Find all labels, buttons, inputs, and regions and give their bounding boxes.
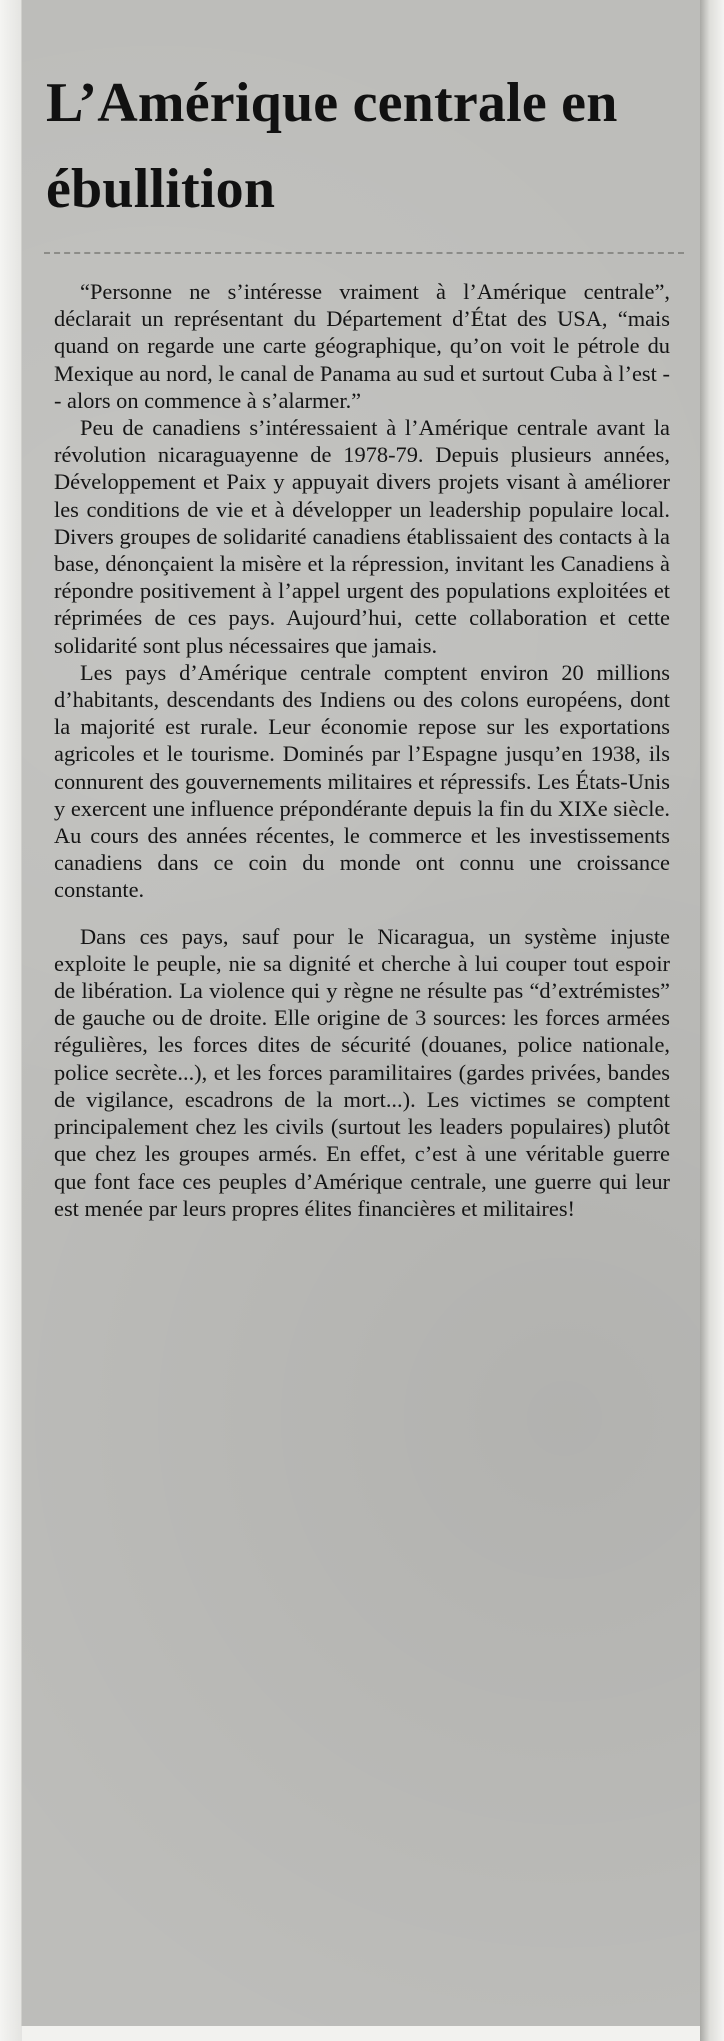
article-headline: L’Amérique centrale en ébullition — [46, 72, 618, 220]
scan-right-edge — [700, 0, 724, 2041]
article-body — [54, 278, 670, 1222]
scan-left-margin — [0, 0, 22, 2041]
article-paragraph-3: Les pays d’Amérique centrale comptent environ 20 millions d’habitants, descendants des Indiens ou des colons européens, dont la majorité est rurale. Leur économie repose sur les exportations agricoles et le tourisme. Dominés par l’Espagne jusqu’en 1938, ils connurent des gouvernements militaires et répressifs. Les États-Unis y exercent une influence prépondérante depuis la fin du XIXe siècle. Au cours des années récentes, le commerce et les investissements canadiens dans ce coin du monde ont connu une croissance constante. — [54, 659, 670, 903]
article-paragraph-2: Peu de canadiens s’intéressaient à l’Amérique centrale avant la révolution nicaraguayenne de 1978-79. Depuis plusieurs années, Développement et Paix y appuyait divers projets visant à améliorer les conditions de vie et à développer un leadership populaire local. Divers groupes de solidarité canadiens établissaient des contacts à la base, dénonçaient la misère et la répression, invitant les Canadiens à répondre positivement à l’appel urgent des populations exploitées et réprimées de ces pays. Aujourd’hui, cette collaboration et cette solidarité sont plus nécessaires que jamais. — [54, 415, 670, 658]
headline-divider — [44, 252, 684, 254]
article-paragraph-4: Dans ces pays, sauf pour le Nicaragua, un système injuste exploite le peuple, nie sa dignité et cherche à lui couper tout espoir de libération. La violence qui y règne ne résulte pas “d’extrémistes” de gauche ou de droite. Elle origine de 3 sources: les forces armées régulières, les forces dites de sécurité (douanes, police nationale, police secrète...), et les forces paramilitaires (gardes privées, bandes de vigilance, escadrons de la mort...). Les victimes se comptent principalement chez les civils (surtout les leaders populaires) plutôt que chez les groupes armés. En effet, c’est à une véritable guerre que font face ces peuples d’Amérique centrale, une guerre qui leur est menée par leurs propres élites financières et militaires! — [54, 923, 670, 1221]
article-paragraph-1: “Personne ne s’intéresse vraiment à l’Amérique centrale”, déclarait un représentant du Département d’État des USA, “mais quand on regarde une carte géographique, qu’on voit le pétrole du Mexique au nord, le canal de Panama au sud et surtout Cuba à l’est -- alors on commence à s’alarmer.” — [54, 279, 670, 413]
